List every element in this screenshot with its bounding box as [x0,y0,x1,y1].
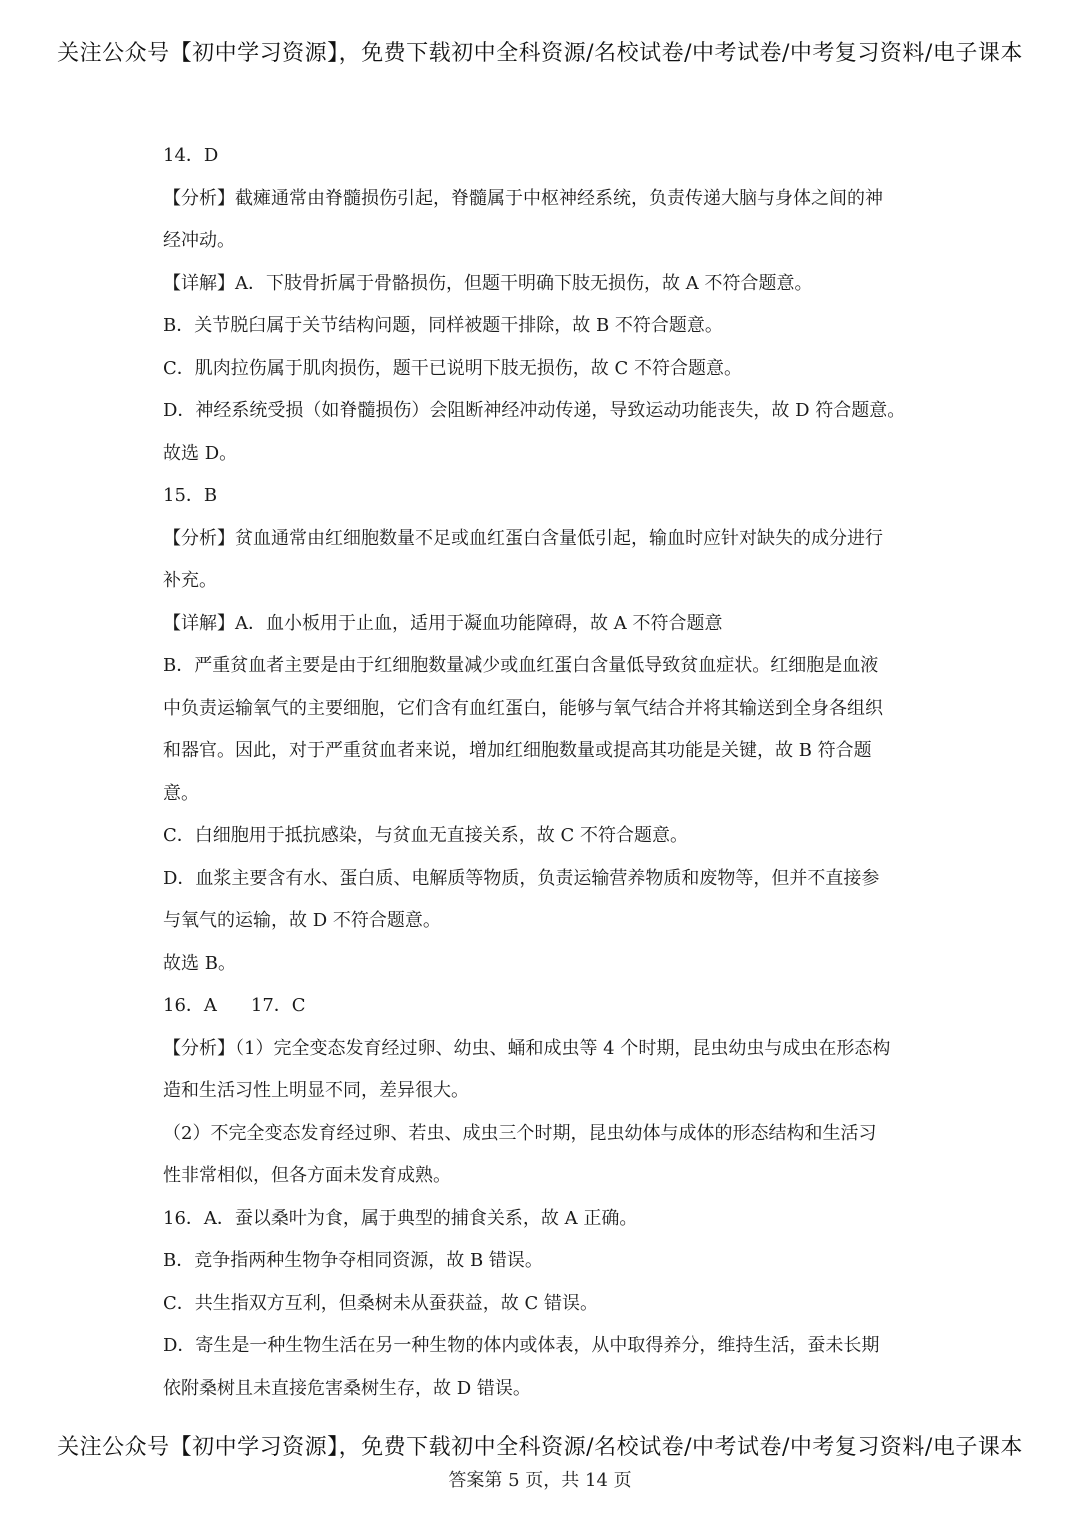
answer-heading-pair [163,985,923,1028]
analysis-paragraph: 【分析】（1）完全变态发育经过卵、幼虫、蛹和成虫等 4 个时期，昆虫幼虫与成虫在形态构 [163,1037,891,1059]
option-line-cont: 中负责运输氧气的主要细胞，它们含有血红蛋白，能够与氧气结合并将其输送到全身各组织 [163,697,883,719]
analysis-paragraph: （2）不完全变态发育经过卵、若虫、成虫三个时期，昆虫幼体与成体的形态结构和生活习 [163,1122,877,1144]
option-line: D．寄生是一种生物生活在另一种生物的体内或体表，从中取得养分，维持生活，蚕未长期 [163,1335,880,1356]
option-line: D．神经系统受损（如脊髓损伤）会阻断神经冲动传递，导致运动功能丧失，故 D 符合题意。 [163,400,906,421]
option-line: C．白细胞用于抵抗感染，与贫血无直接关系，故 C 不符合题意。 [163,825,688,846]
option-line-cont: 和器官。因此，对于严重贫血者来说，增加红细胞数量或提高其功能是关键，故 B 符合题 [163,740,872,761]
option-line: 16．A．蚕以桑叶为食，属于典型的捕食关系，故 A 正确。 [163,1207,638,1229]
analysis-paragraph-cont: 补充。 [163,570,217,591]
option-line: C．共生指双方互利，但桑树未从蚕获益，故 C 错误。 [163,1292,598,1314]
analysis-paragraph-cont: 经冲动。 [163,230,235,251]
header-banner: 关注公众号【初中学习资源】，免费下载初中全科资源/名校试卷/中考试卷/中考复习资料/电子课本 [57,41,1023,66]
answer-heading-17: 17．C [250,995,306,1016]
answer-heading-16: 16．A [163,995,217,1016]
option-line: B．竞争指两种生物争夺相同资源，故 B 错误。 [163,1250,543,1271]
analysis-paragraph-cont: 造和生活习性上明显不同，差异很大。 [163,1080,469,1101]
detail-paragraph: 【详解】A．血小板用于止血，适用于凝血功能障碍，故 A 不符合题意 [163,612,723,634]
conclusion-line: 故选 D。 [163,442,238,464]
answer-heading: 15．B [163,485,218,506]
answer-heading: 14．D [163,145,219,166]
analysis-paragraph: 【分析】贫血通常由红细胞数量不足或血红蛋白含量低引起，输血时应针对缺失的成分进行 [163,527,883,549]
option-line-cont: 意。 [163,782,199,804]
detail-paragraph: 【详解】A．下肢骨折属于骨骼损伤，但题干明确下肢无损伤，故 A 不符合题意。 [163,272,813,294]
analysis-paragraph-cont: 性非常相似，但各方面未发育成熟。 [163,1165,451,1186]
option-line-cont: 与氧气的运输，故 D 不符合题意。 [163,910,441,931]
analysis-paragraph: 【分析】截瘫通常由脊髓损伤引起，脊髓属于中枢神经系统，负责传递大脑与身体之间的神 [163,187,883,209]
page-number: 答案第 5 页，共 14 页 [448,1470,632,1491]
conclusion-line: 故选 B。 [163,952,236,974]
option-line: B．严重贫血者主要是由于红细胞数量减少或血红蛋白含量低导致贫血症状。红细胞是血液 [163,655,879,676]
footer-banner: 关注公众号【初中学习资源】，免费下载初中全科资源/名校试卷/中考试卷/中考复习资料/电子课本 [57,1435,1023,1460]
option-line: C．肌肉拉伤属于肌肉损伤，题干已说明下肢无损伤，故 C 不符合题意。 [163,357,742,379]
answer-content [163,135,923,1410]
option-line: B．关节脱臼属于关节结构问题，同样被题干排除，故 B 不符合题意。 [163,315,723,336]
option-line-cont: 依附桑树且未直接危害桑树生存，故 D 错误。 [163,1377,531,1399]
option-line: D．血浆主要含有水、蛋白质、电解质等物质，负责运输营养物质和废物等，但并不直接参 [163,867,880,889]
